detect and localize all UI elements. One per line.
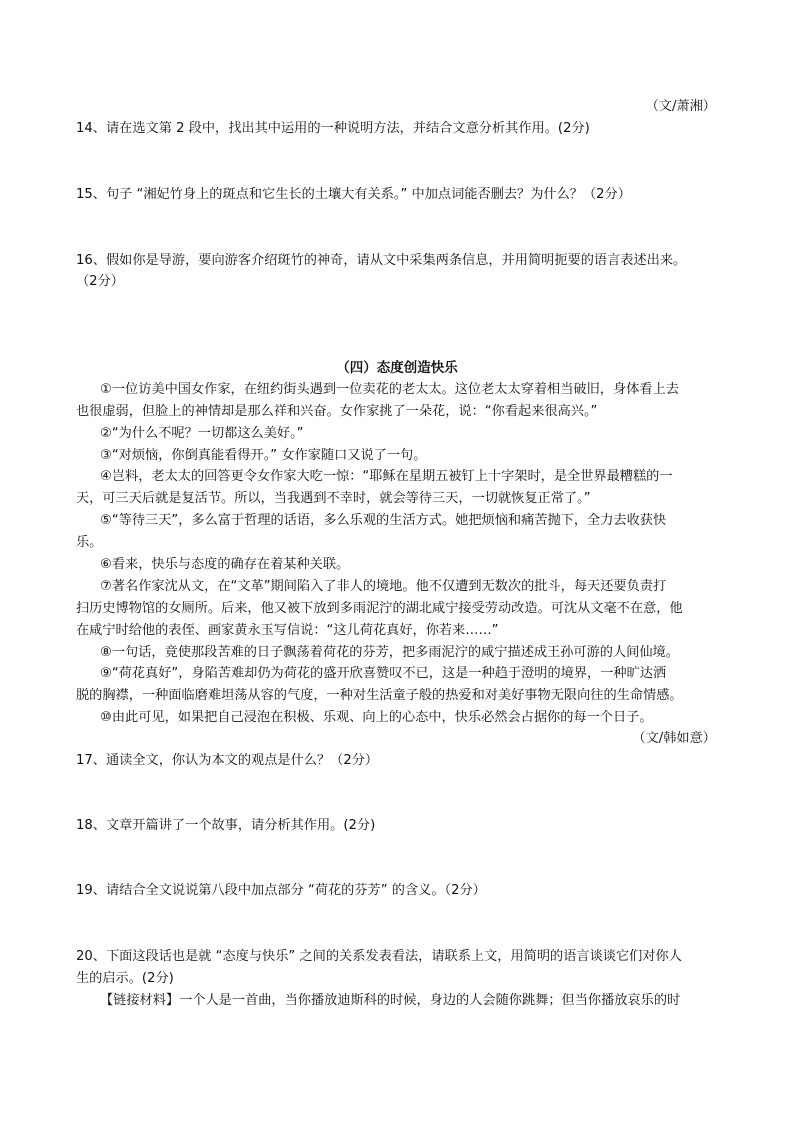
paragraph-line: ⑤“等待三天”，多么富于哲理的话语，多么乐观的生活方式。她把烦恼和痛苦抛下，全力去收获快	[100, 513, 667, 528]
paragraph-line: ⑩由此可见，如果把自己浸泡在积极、乐观、向上的心态中，快乐必然会占据你的每一个日子。	[100, 710, 653, 725]
source-attribution-1: （文/萧湘）	[645, 99, 716, 114]
paragraph-line: ⑨“荷花真好”，身陷苦难却仍为荷花的盛开欣喜赞叹不已，这是一种趋于澄明的境界，一种旷达洒	[100, 666, 667, 681]
linked-material: 【链接材料】一个人是一首曲，当你播放迪斯科的时候，身边的人会随你跳舞；但当你播放哀乐的时	[100, 993, 681, 1008]
paragraph-line: ③“对烦恼，你倒真能看得开。” 女作家随口又说了一句。	[100, 448, 427, 463]
paragraph-line: 天，可三天后就是复活节。所以，当我遇到不幸时，就会等待三天，一切就恢复正常了。”	[76, 491, 591, 506]
question-18: 18、文章开篇讲了一个故事，请分析其作用。(2分)	[76, 818, 376, 833]
paragraph-line: ⑦著名作家沈从文，在“文革”期间陷入了非人的境地。他不仅遭到无数次的批斗，每天还要负责打	[100, 579, 667, 594]
paragraph-line: 也很虚弱，但脸上的神情却是那么祥和兴奋。女作家挑了一朵花，说：“你看起来很高兴。”	[76, 404, 598, 419]
paragraph-line: 乐。	[76, 535, 103, 550]
question-17: 17、通读全文，你认为本文的观点是什么？（2分）	[76, 753, 379, 768]
paragraph-line: 脱的胸襟，一种面临磨难坦荡从容的气度，一种对生活童子般的热爱和对美好事物无限向往的生命情感。	[76, 688, 683, 703]
paragraph-line: ②“为什么不呢？一切都这么美好。”	[100, 426, 304, 441]
source-attribution-2: （文/韩如意）	[632, 731, 716, 746]
question-16-score: （2分）	[76, 274, 124, 289]
paragraph-line: ①一位访美中国女作家，在纽约街头遇到一位卖花的老太太。这位老太太穿着相当破旧，身体看上去	[100, 382, 679, 397]
question-15: 15、句子 “湘妃竹身上的斑点和它生长的土壤大有关系。” 中加点词能否删去？为什么？（2分）	[76, 187, 631, 202]
paragraph-line: ⑥看来，快乐与态度的确存在着某种关联。	[100, 557, 350, 572]
paragraph-line: ④岂料，老太太的回答更令女作家大吃一惊：“耶稣在星期五被钉上十字架时，是全世界最糟糕的一	[100, 469, 673, 484]
paragraph-line: 扫历史博物馆的女厕所。后来，他又被下放到多雨泥泞的湖北咸宁接受劳动改造。可沈从文毫不在意，他	[76, 601, 683, 616]
question-16: 16、假如你是导游，要向游客介绍斑竹的神奇，请从文中采集两条信息，并用简明扼要的语言表述出来。	[76, 253, 687, 268]
question-20-score: 生的启示。(2分)	[76, 971, 174, 986]
question-19: 19、请结合全文说说第八段中加点部分 “荷花的芬芳” 的含义。（2分）	[76, 883, 486, 898]
question-14: 14、请在选文第 2 段中，找出其中运用的一种说明方法，并结合文意分析其作用。(2分)	[76, 121, 590, 136]
paragraph-line: 在咸宁时给他的表侄、画家黄永玉写信说：“这儿荷花真好，你若来……”	[76, 623, 499, 638]
question-20: 20、下面这段话也是就 “态度与快乐” 之间的关系发表看法，请联系上文，用简明的语言谈谈它们对你人	[76, 949, 682, 964]
paragraph-line: ⑧一句话，竟使那段苦难的日子飘荡着荷花的芬芳，把多雨泥泞的咸宁描述成王孙可游的人间仙境。	[100, 645, 679, 660]
section-title: （四）态度创造快乐	[336, 360, 458, 376]
